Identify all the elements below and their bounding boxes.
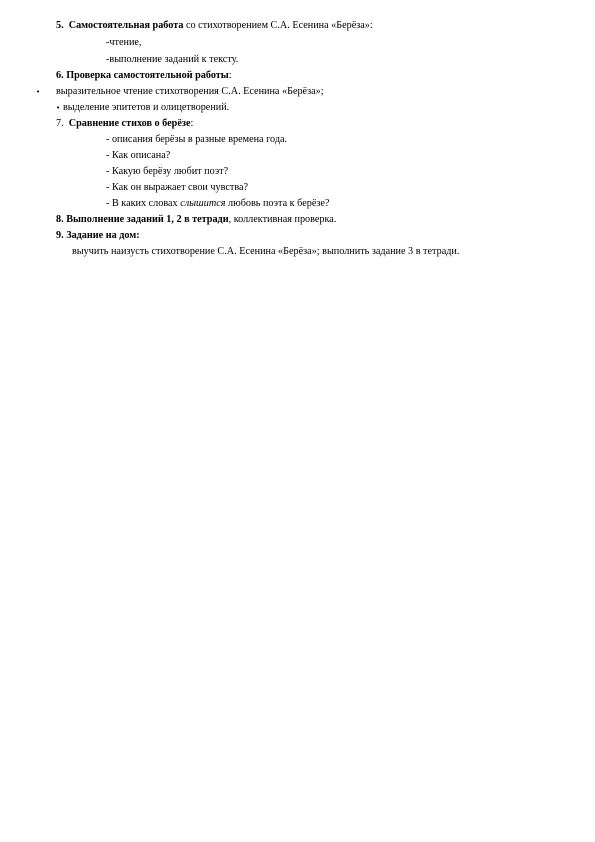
section-7-heading — [56, 118, 193, 130]
section-6-title: 6. Проверка самостоятельной работы — [56, 70, 229, 81]
section-7-colon: : — [190, 118, 194, 129]
section-7-item-feelings: - Как он выражает свои чувства? — [106, 182, 249, 193]
section-5-number: 5. — [56, 20, 64, 31]
section-9-heading — [56, 230, 140, 242]
section-6-item-epithets: выделение эпитетов и олицетворений. — [63, 102, 230, 113]
section-5-item-reading: -чтение, — [106, 37, 142, 48]
section-8-title: 8. Выполнение заданий 1, 2 в тетради — [56, 214, 229, 225]
section-8-heading — [56, 214, 336, 226]
section-5-description: со стихотворением С.А. Есенина «Берёза»: — [183, 20, 373, 31]
section-9-homework-text: выучить наизусть стихотворение С.А. Есенина «Берёза»; выполнить задание 3 в тетради. — [72, 246, 460, 257]
section-5-item-tasks: -выполнение заданий к тексту. — [106, 54, 239, 65]
section-8-description: , коллективная проверка. — [228, 214, 337, 225]
section-5-heading — [56, 20, 373, 32]
section-7-item-which-words-emphasis: слышится — [180, 198, 226, 209]
section-5-title: Самостоятельная работа — [68, 20, 184, 31]
section-7-item-which-birch: - Какую берёзу любит поэт? — [106, 166, 229, 177]
section-7-item-which-words — [106, 198, 329, 210]
bullet-icon: • — [56, 104, 61, 112]
section-9-title: 9. Задание на дом: — [56, 230, 140, 241]
bullet-icon: • — [36, 88, 41, 96]
section-6-item-expressive-reading: выразительное чтение стихотворения С.А. Есенина «Берёза»; — [56, 86, 324, 97]
section-7-item-which-words-pre: - В каких словах — [106, 198, 181, 209]
section-7-title: Сравнение стихов о берёзе — [68, 118, 191, 129]
section-7-item-how-described: - Как описана? — [106, 150, 171, 161]
section-7-item-which-words-post: любовь поэта к берёзе? — [225, 198, 330, 209]
section-7-item-seasons: - описания берёзы в разные времена года. — [106, 134, 288, 145]
section-7-number: 7. — [56, 118, 64, 129]
section-6-colon: : — [228, 70, 232, 81]
section-6-heading — [56, 70, 232, 82]
